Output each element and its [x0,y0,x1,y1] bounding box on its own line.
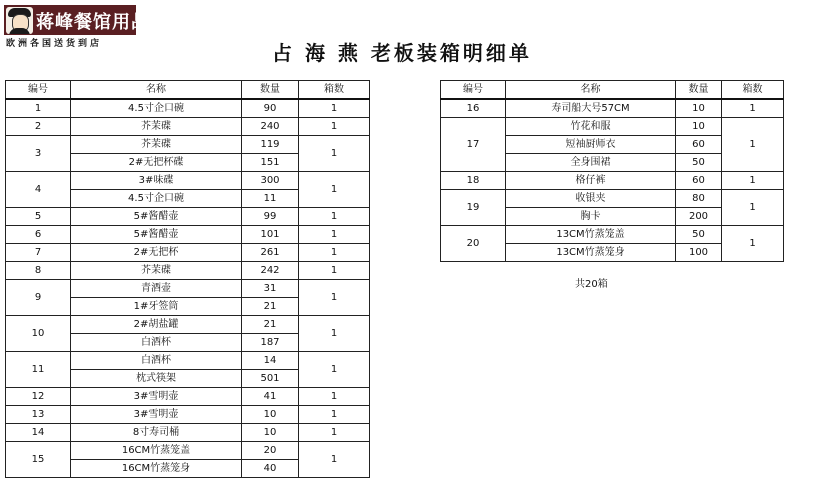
table-row [441,118,784,136]
cell-no: 2 [6,118,71,136]
cell-qty: 119 [242,136,299,154]
cell-qty: 151 [242,154,299,172]
logo-banner [4,5,150,35]
cell-name: 全身围裙 [506,154,676,172]
cell-boxes: 1 [299,424,370,442]
table-row [6,118,370,136]
table-row [6,442,370,460]
cell-name: 13CM竹蒸笼盖 [506,226,676,244]
cell-name: 格仔裤 [506,172,676,190]
table-row [441,226,784,244]
table-row [6,99,370,118]
cell-qty: 60 [676,172,722,190]
cell-name: 芥茉碟 [71,118,242,136]
cell-no: 16 [441,99,506,118]
cell-qty: 187 [242,334,299,352]
cell-boxes: 1 [299,280,370,316]
cell-boxes: 1 [299,442,370,478]
cell-name: 13CM竹蒸笼身 [506,244,676,262]
cell-no: 4 [6,172,71,208]
right-table-body [441,99,784,262]
cell-no: 9 [6,280,71,316]
cell-no: 20 [441,226,506,262]
cell-boxes: 1 [722,99,784,118]
page-title: 占 海 燕 老板装箱明细单 [272,41,532,65]
cell-name: 3#雪明壶 [71,388,242,406]
cell-no: 18 [441,172,506,190]
cell-boxes: 1 [722,226,784,262]
cell-name: 16CM竹蒸笼盖 [71,442,242,460]
cell-qty: 31 [242,280,299,298]
cell-qty: 242 [242,262,299,280]
cell-qty: 21 [242,298,299,316]
header-qty: 数量 [242,81,299,100]
cell-qty: 41 [242,388,299,406]
cell-boxes: 1 [299,172,370,208]
table-header-row [441,81,784,100]
cell-name: 5#酱醋壶 [71,208,242,226]
header-name: 名称 [506,81,676,100]
cell-name: 5#酱醋壶 [71,226,242,244]
cell-name: 1#牙签筒 [71,298,242,316]
header-no: 编号 [6,81,71,100]
cell-qty: 101 [242,226,299,244]
header-qty: 数量 [676,81,722,100]
cell-qty: 90 [242,99,299,118]
table-header-row [6,81,370,100]
cell-boxes: 1 [299,316,370,352]
cell-name: 3#雪明壶 [71,406,242,424]
cell-no: 5 [6,208,71,226]
cell-no: 3 [6,136,71,172]
cell-boxes: 1 [299,406,370,424]
cell-boxes: 1 [722,118,784,172]
table-row [6,244,370,262]
cell-qty: 14 [242,352,299,370]
cell-no: 8 [6,262,71,280]
cell-no: 6 [6,226,71,244]
table-row [6,208,370,226]
table-row [441,99,784,118]
header-name: 名称 [71,81,242,100]
cell-boxes: 1 [299,352,370,388]
cell-name: 2#无把杯 [71,244,242,262]
header-boxes: 箱数 [299,81,370,100]
left-table-body [6,99,370,478]
cell-no: 17 [441,118,506,172]
cell-name: 8寸寿司桶 [71,424,242,442]
header-no: 编号 [441,81,506,100]
cell-no: 1 [6,99,71,118]
cell-qty: 240 [242,118,299,136]
cell-name: 芥茉碟 [71,262,242,280]
cell-no: 19 [441,190,506,226]
table-row [441,172,784,190]
cell-qty: 10 [242,406,299,424]
cell-name: 短袖厨师衣 [506,136,676,154]
cell-qty: 200 [676,208,722,226]
cell-qty: 21 [242,316,299,334]
cell-boxes: 1 [299,208,370,226]
table-row [6,352,370,370]
cell-boxes: 1 [722,190,784,226]
cell-name: 枕式筷架 [71,370,242,388]
cell-qty: 50 [676,226,722,244]
cell-no: 10 [6,316,71,352]
cell-name: 竹花和服 [506,118,676,136]
cell-no: 15 [6,442,71,478]
cell-qty: 40 [242,460,299,478]
total-boxes: 共20箱 [575,279,608,290]
cell-name: 16CM竹蒸笼身 [71,460,242,478]
cell-qty: 300 [242,172,299,190]
header-boxes: 箱数 [722,81,784,100]
cell-qty: 60 [676,136,722,154]
cell-no: 11 [6,352,71,388]
cell-boxes: 1 [299,244,370,262]
cell-qty: 11 [242,190,299,208]
table-row [6,280,370,298]
cell-name: 4.5寸企口碗 [71,190,242,208]
table-row [6,136,370,154]
cell-boxes: 1 [722,172,784,190]
cell-qty: 100 [676,244,722,262]
cell-name: 2#无把杯碟 [71,154,242,172]
cell-qty: 80 [676,190,722,208]
table-row [6,388,370,406]
cell-name: 胸卡 [506,208,676,226]
cell-boxes: 1 [299,262,370,280]
brand-logo [4,5,150,49]
cell-boxes: 1 [299,99,370,118]
cell-boxes: 1 [299,388,370,406]
chef-portrait-icon [6,7,33,34]
table-row [6,316,370,334]
table-row [6,424,370,442]
cell-boxes: 1 [299,226,370,244]
table-row [441,190,784,208]
cell-boxes: 1 [299,118,370,136]
cell-qty: 501 [242,370,299,388]
cell-name: 收银夹 [506,190,676,208]
packing-table-left [5,80,370,478]
cell-qty: 99 [242,208,299,226]
cell-no: 12 [6,388,71,406]
cell-qty: 10 [676,118,722,136]
cell-name: 2#胡盐罐 [71,316,242,334]
cell-name: 芥茉碟 [71,136,242,154]
cell-boxes: 1 [299,136,370,172]
cell-no: 13 [6,406,71,424]
cell-name: 青酒壶 [71,280,242,298]
cell-no: 14 [6,424,71,442]
cell-qty: 20 [242,442,299,460]
cell-name: 3#味碟 [71,172,242,190]
cell-name: 白酒杯 [71,334,242,352]
cell-qty: 10 [242,424,299,442]
table-row [6,406,370,424]
cell-no: 7 [6,244,71,262]
logo-name: 蒋峰餐馆用品 [36,12,150,33]
table-row [6,226,370,244]
table-row [6,172,370,190]
cell-qty: 261 [242,244,299,262]
cell-qty: 50 [676,154,722,172]
packing-table-right [440,80,784,262]
cell-name: 4.5寸企口碗 [71,99,242,118]
logo-subtitle: 欧洲各国送货到店 [6,39,103,49]
cell-name: 白酒杯 [71,352,242,370]
table-row [6,262,370,280]
cell-qty: 10 [676,99,722,118]
cell-name: 寿司船大号57CM [506,99,676,118]
